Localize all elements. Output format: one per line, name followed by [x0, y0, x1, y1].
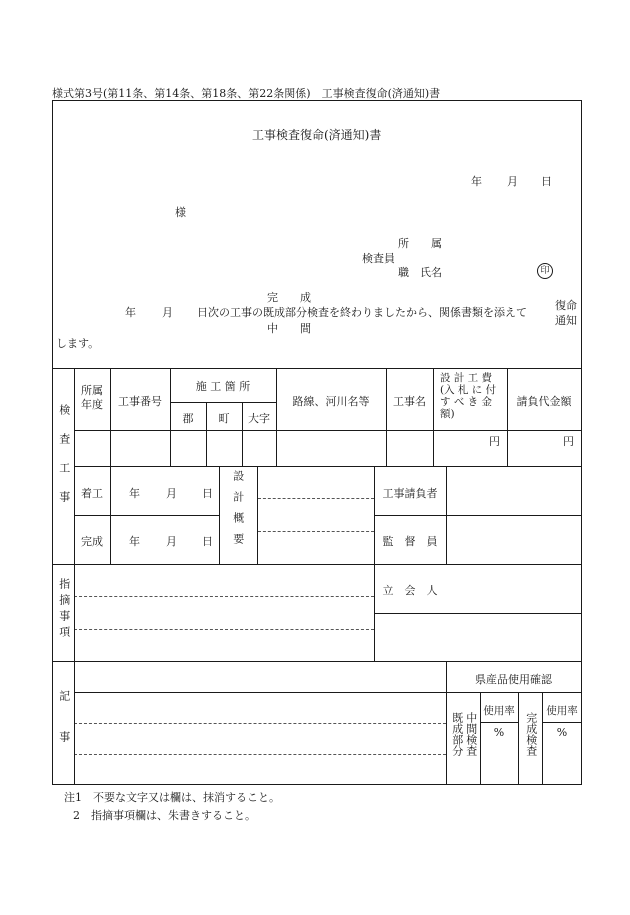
percent-1: %: [493, 726, 505, 739]
document-title: 工事検査復命(済通知)書: [252, 128, 382, 142]
header-route: 路線、河川名等: [292, 395, 370, 408]
header-work-name: 工事名: [393, 395, 426, 408]
hline-inspection-bottom: [74, 466, 582, 467]
footnote-1: 注1 不要な文字又は欄は、抹消すること。: [64, 791, 280, 804]
hline-section1-bottom: [52, 564, 582, 565]
header-year: 所属 年度: [81, 384, 103, 412]
label-remarks-items: 指摘事項: [57, 578, 71, 642]
hline-contractor-bottom: [374, 515, 582, 516]
hline-header-bottom: [74, 430, 582, 431]
contractor-label: 工事請負者: [382, 487, 438, 500]
date-month: 月: [507, 175, 518, 188]
dash-remarks-2: [74, 629, 374, 630]
inspector-affiliation: 所 属: [398, 237, 442, 250]
complete-year: 年: [129, 535, 140, 548]
dash-overview-1: [258, 498, 374, 499]
label-notes: 記事: [57, 690, 71, 772]
footnote-2: 2 指摘事項欄は、朱書きすること。: [73, 809, 256, 822]
vline-route: [386, 368, 387, 466]
header-design-cost: 設 計 工 費 (入 札 に 付 す べ き 金 額): [440, 372, 497, 421]
type-interim: 中 間: [267, 322, 311, 335]
dash-notes-1: [74, 723, 446, 724]
partial-label: 既成部分: [450, 712, 464, 756]
percent-2: %: [556, 726, 568, 739]
header-project-no: 工事番号: [118, 395, 162, 408]
hline-notes-row: [74, 692, 446, 693]
product-use-header: 県産品使用確認: [475, 673, 552, 686]
form-code: 様式第3号(第11条、第14条、第18条、第22条関係) 工事検査復命(済通知)書: [52, 87, 441, 100]
body-sentence: 日次の工事の既成部分検査を終わりましたから、関係書類を添えて: [197, 306, 527, 319]
vline-year: [110, 368, 111, 466]
frame-left: [52, 100, 53, 785]
complete-label-vertical: 完成検査: [524, 712, 538, 756]
vline-design-cost: [507, 368, 508, 466]
vline-schedule-right: [219, 466, 220, 564]
start-year: 年: [129, 487, 140, 500]
body-year: 年: [125, 306, 136, 319]
header-contract-amount: 請負代金額: [516, 395, 572, 408]
dash-notes-2: [74, 754, 446, 755]
vline-section-label: [74, 368, 75, 785]
start-label: 着工: [81, 487, 103, 500]
hline-witness-mid: [374, 613, 582, 614]
header-oaza: 大字: [248, 412, 270, 425]
start-month: 月: [166, 487, 177, 500]
contract-yen: 円: [563, 435, 574, 448]
inspector-label: 検査員: [362, 252, 395, 265]
header-location: 施 工 箇 所: [195, 380, 251, 393]
body-month: 月: [162, 306, 173, 319]
hline-start-bottom: [74, 515, 219, 516]
hline-top-table: [52, 368, 582, 369]
body-closing: します。: [56, 337, 100, 350]
hline-product-header: [446, 692, 582, 693]
vline-overview-label: [257, 466, 258, 564]
inspector-position-name: 職 氏名: [398, 266, 442, 279]
vline-contractor-value: [446, 466, 447, 564]
action-report: 復命: [555, 299, 577, 312]
hline-sub-header: [170, 402, 276, 403]
vline-product-2: [518, 692, 519, 785]
complete-month: 月: [166, 535, 177, 548]
hline-usage-rate-2: [542, 722, 582, 723]
usage-rate-1: 使用率: [483, 705, 515, 717]
header-town: 町: [218, 412, 230, 425]
frame-right: [581, 100, 582, 785]
addressee-suffix: 様: [175, 206, 186, 219]
supervisor-label: 監 督 員: [382, 535, 438, 548]
interim-label: 中間検査: [464, 712, 478, 756]
complete-label: 完成: [81, 535, 103, 548]
seal-mark: 印: [537, 263, 553, 279]
frame-bottom: [52, 784, 582, 785]
type-complete: 完 成: [267, 291, 311, 304]
dash-overview-2: [258, 531, 374, 532]
hline-usage-rate: [480, 722, 518, 723]
frame-top: [52, 100, 582, 101]
vline-location: [276, 368, 277, 466]
start-day: 日: [202, 487, 213, 500]
dash-remarks-1: [74, 596, 374, 597]
usage-rate-2: 使用率: [546, 705, 578, 717]
label-inspection-work: 検査工事: [57, 404, 71, 520]
complete-day: 日: [202, 535, 213, 548]
vline-work-name: [433, 368, 434, 466]
witness-label: 立 会 人: [382, 584, 438, 597]
design-overview-label: 設計概要: [231, 470, 245, 554]
action-notify: 通知: [555, 314, 577, 327]
header-county: 郡: [182, 412, 194, 425]
hline-section2-bottom: [52, 661, 582, 662]
date-year: 年: [471, 175, 482, 188]
vline-start-label: [110, 466, 111, 564]
date-day: 日: [541, 175, 552, 188]
design-cost-yen: 円: [489, 435, 500, 448]
